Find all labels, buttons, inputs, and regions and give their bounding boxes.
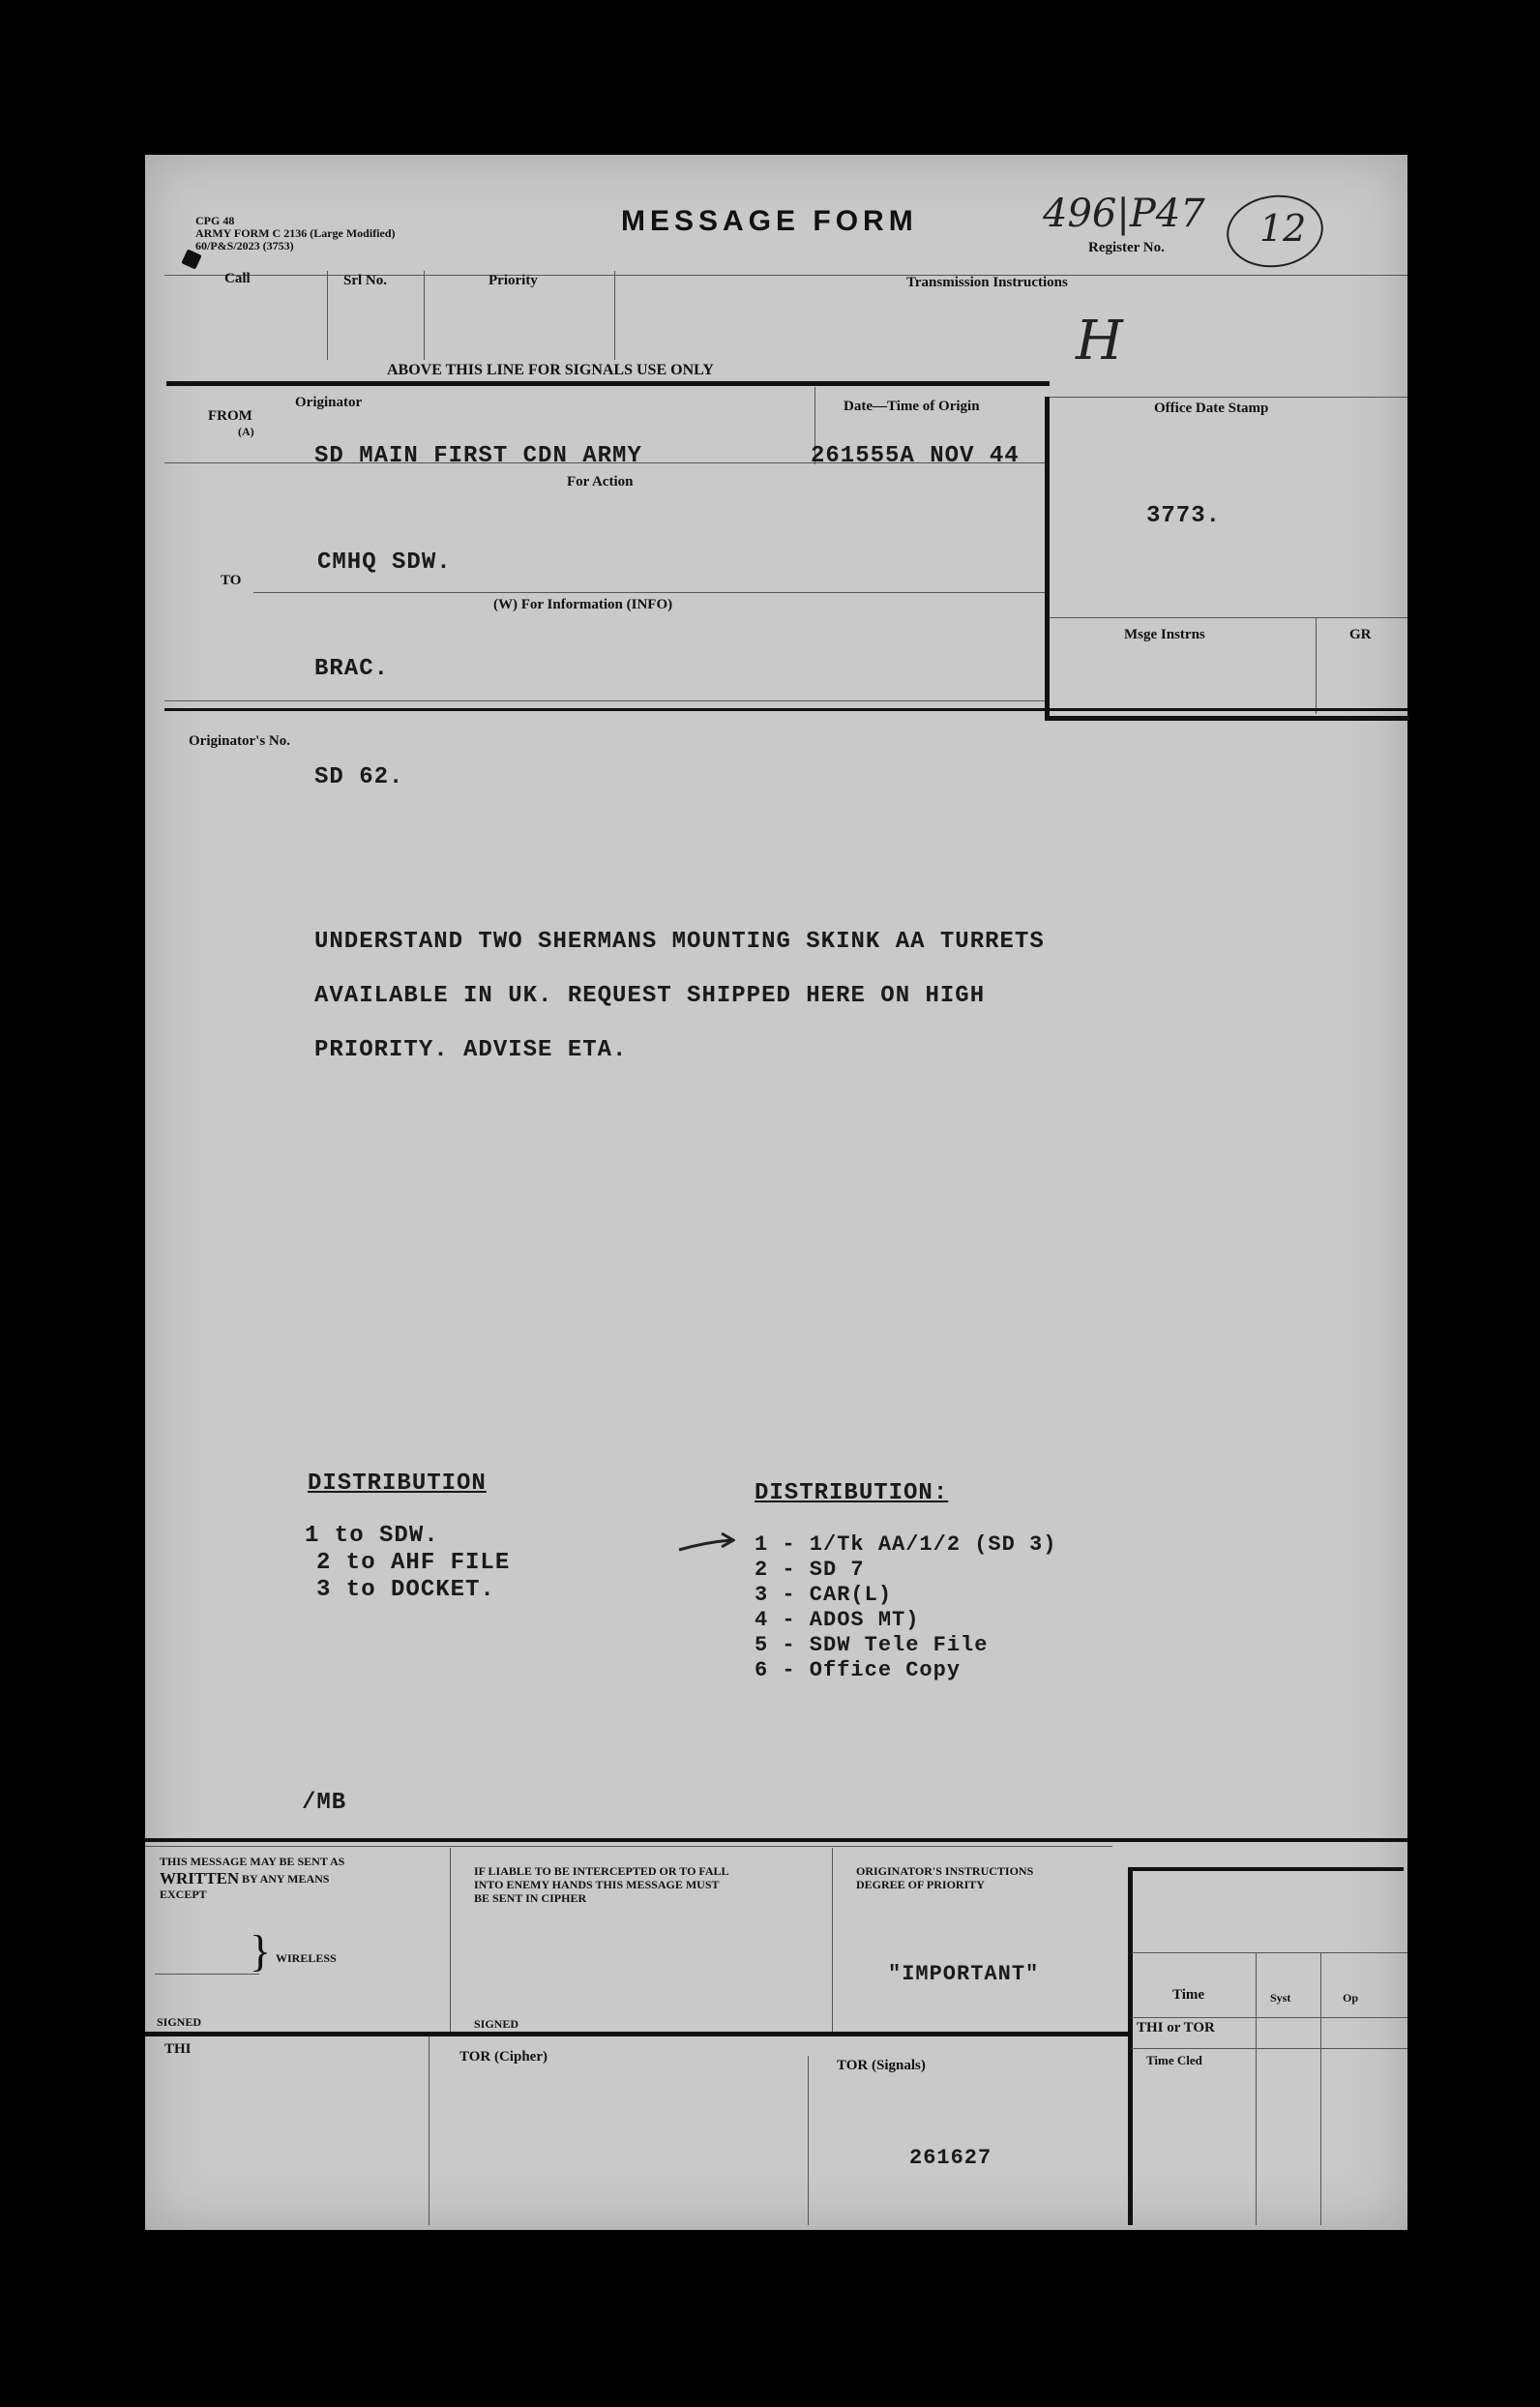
distribution-right-item: 6 - Office Copy bbox=[755, 1658, 962, 1682]
footer-mark: /MB bbox=[302, 1790, 347, 1816]
distribution-left-item: 1 to SDW. bbox=[305, 1523, 439, 1549]
message-form-sheet bbox=[145, 155, 1407, 2230]
written-text-4: EXCEPT bbox=[160, 1887, 207, 1901]
form-title: MESSAGE FORM bbox=[621, 205, 918, 237]
date-time-label: Date—Time of Origin bbox=[844, 399, 980, 414]
form-code-2: ARMY FORM C 2136 (Large Modified) bbox=[195, 226, 396, 240]
message-line-2: AVAILABLE IN UK. REQUEST SHIPPED HERE ON HIGH bbox=[314, 983, 986, 1009]
syst-label: Syst bbox=[1270, 1991, 1291, 2005]
originators-no-label: Originator's No. bbox=[189, 733, 290, 749]
transmission-instructions-label: Transmission Instructions bbox=[906, 275, 1068, 290]
form-code-3: 60/P&S/2023 (3753) bbox=[195, 239, 294, 253]
tor-signals-value: 261627 bbox=[909, 2146, 992, 2170]
signals-use-only-label: ABOVE THIS LINE FOR SIGNALS USE ONLY bbox=[387, 362, 714, 378]
signed-mid-label: SIGNED bbox=[474, 2017, 519, 2031]
signed-left-label: SIGNED bbox=[157, 2015, 202, 2029]
office-stamp-box bbox=[1045, 397, 1409, 721]
form-code-1: CPG 48 bbox=[195, 214, 235, 227]
tor-signals-label: TOR (Signals) bbox=[837, 2058, 926, 2073]
thi-or-tor-label: THI or TOR bbox=[1137, 2020, 1215, 2036]
message-line-3: PRIORITY. ADVISE ETA. bbox=[314, 1037, 628, 1063]
distribution-right-item: 3 - CAR(L) bbox=[755, 1583, 893, 1607]
gr-label: GR bbox=[1349, 627, 1372, 642]
for-action-label: For Action bbox=[567, 474, 634, 490]
register-label: Register No. bbox=[1088, 240, 1165, 255]
distribution-right-item: 5 - SDW Tele File bbox=[755, 1633, 989, 1657]
info-label: (W) For Information (INFO) bbox=[493, 597, 673, 612]
distribution-right-item: 2 - SD 7 bbox=[755, 1558, 865, 1582]
initials-handwritten: H bbox=[1076, 310, 1123, 372]
time-box bbox=[1128, 1867, 1412, 2225]
cipher-text-2: INTO ENEMY HANDS THIS MESSAGE MUST bbox=[474, 1878, 720, 1891]
written-text-2: WRITTEN bbox=[160, 1869, 240, 1887]
circled-number: 12 bbox=[1259, 207, 1307, 250]
orig-instr-2: DEGREE OF PRIORITY bbox=[856, 1878, 985, 1891]
distribution-right-list bbox=[755, 1532, 1056, 1683]
distribution-right-item: 1 - 1/Tk AA/1/2 (SD 3) bbox=[755, 1532, 1057, 1557]
distribution-left-item: 2 to AHF FILE bbox=[316, 1550, 511, 1576]
office-date-stamp-label: Office Date Stamp bbox=[1154, 401, 1269, 416]
priority-label: Priority bbox=[489, 273, 538, 288]
register-number-handwritten: 496|P47 bbox=[1043, 192, 1205, 236]
call-label: Call bbox=[224, 271, 251, 286]
to-value: CMHQ SDW. bbox=[317, 550, 452, 576]
to-label: TO bbox=[221, 573, 242, 588]
srl-no-label: Srl No. bbox=[343, 273, 387, 288]
thi-label: THI bbox=[164, 2041, 192, 2057]
date-time-value: 261555A NOV 44 bbox=[811, 443, 1020, 469]
office-stamp-value: 3773. bbox=[1146, 503, 1222, 529]
written-text-1: THIS MESSAGE MAY BE SENT AS bbox=[160, 1855, 345, 1868]
priority-value: "IMPORTANT" bbox=[888, 1962, 1040, 1986]
written-text-3: BY ANY MEANS bbox=[242, 1872, 330, 1886]
distribution-left-item: 3 to DOCKET. bbox=[316, 1577, 495, 1603]
info-value: BRAC. bbox=[314, 656, 390, 682]
originator-value: SD MAIN FIRST CDN ARMY bbox=[314, 443, 642, 469]
distribution-left-list bbox=[305, 1523, 510, 1604]
cipher-text-1: IF LIABLE TO BE INTERCEPTED OR TO FALL bbox=[474, 1864, 729, 1878]
time-label: Time bbox=[1172, 1987, 1205, 2003]
distribution-left-heading: DISTRIBUTION bbox=[308, 1471, 487, 1497]
brace-icon: } bbox=[250, 1926, 272, 1976]
originator-label: Originator bbox=[295, 395, 363, 410]
msge-instrns-label: Msge Instrns bbox=[1124, 627, 1205, 642]
op-label: Op bbox=[1343, 1991, 1359, 2005]
cipher-text-3: BE SENT IN CIPHER bbox=[474, 1891, 587, 1905]
message-line-1: UNDERSTAND TWO SHERMANS MOUNTING SKINK AA TURRETS bbox=[314, 929, 1045, 955]
arrow-icon bbox=[677, 1529, 735, 1558]
from-label: FROM bbox=[208, 408, 252, 424]
distribution-right-item: 4 - ADOS MT) bbox=[755, 1608, 920, 1632]
time-cled-label: Time Cled bbox=[1146, 2053, 1202, 2067]
wireless-label: WIRELESS bbox=[276, 1951, 337, 1965]
from-sub-label: (A) bbox=[238, 425, 254, 438]
tor-cipher-label: TOR (Cipher) bbox=[459, 2049, 548, 2065]
orig-instr-1: ORIGINATOR'S INSTRUCTIONS bbox=[856, 1864, 1034, 1878]
distribution-right-heading: DISTRIBUTION: bbox=[755, 1480, 949, 1506]
originators-no-value: SD 62. bbox=[314, 764, 404, 790]
